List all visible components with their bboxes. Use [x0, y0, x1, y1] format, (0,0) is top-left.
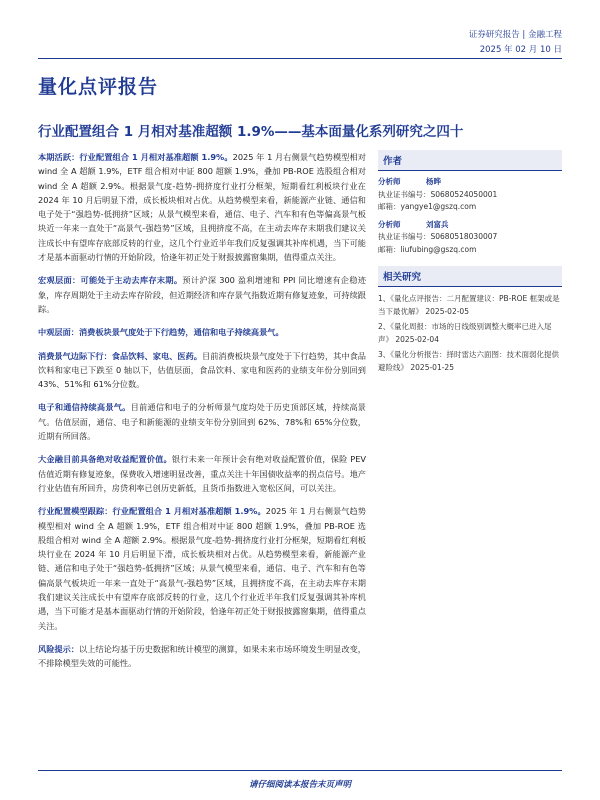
section-label: 风险提示：: [38, 643, 79, 654]
analyst-email[interactable]: liufubing@gszq.com: [400, 244, 477, 254]
analyst-name: 刘富兵: [426, 219, 449, 229]
cert-label: 执业证书编号：: [378, 189, 431, 199]
section-text: 预计沪深 300 盈利增速和 PPI 同比增速有企稳迹象，库存周期处于主动去库存阶段，但近期经济和库存景气指数近期有修复迹象，可持续跟踪。: [38, 275, 366, 314]
section-label: 电子和通信持续高景气。: [38, 402, 131, 413]
section-text: 银行未来一年预计会有绝对收益配置价值，保险 PEV 估值近期有修复迹象，保费收入增速明显改善，重点关注十年国债收益率的拐点信号。地产行业估值有所回升，房贷利率已创历史新低，且货币指数进入宽松区间，可以关注。: [38, 454, 366, 493]
page-title: 行业配置组合 1 月相对基准超额 1.9%——基本面量化系列研究之四十: [38, 124, 464, 140]
summary-section: [38, 325, 366, 339]
analyst-card: [378, 219, 562, 257]
related-item[interactable]: 2、《量化周报：市场的日线级别调整大概率已进入尾声》 2025-02-04: [378, 322, 552, 344]
sidebar: [378, 150, 562, 376]
section-text: 目前通信和电子的分析师景气度均处于历史顶部区域，持续高景气。估值层面，通信、电子和新能源的业绩支年份分别回到 62%、78%和 65%分位数，近期有所回落。: [38, 402, 366, 442]
section-label-tail: 行业配置组合 1 月相对基准超额 1.9%。: [112, 506, 266, 517]
summary-section: [38, 349, 366, 392]
related-item[interactable]: 3、《量化分析报告：择时雷达六面图：技术面弱化提供避险线》 2025-01-25: [378, 350, 560, 372]
section-label-tail: 行业配置组合 1 月相对基准超额 1.9%。: [79, 152, 233, 162]
email-label: 邮箱：: [378, 202, 401, 211]
related-title: 相关研究: [378, 266, 562, 287]
section-label: 大金融目前具备绝对收益配置价值。: [38, 454, 172, 465]
report-type: 证券研究报告: [468, 30, 520, 40]
report-header: 证券研究报告 | 金融工程 2025 年 02 月 10 日: [468, 30, 562, 55]
footer-disclaimer: 请仔细阅读本报告末页声明: [248, 780, 351, 790]
report-date: 2025 年 02 月 10 日: [479, 45, 562, 55]
doc-type: 量化点评报告: [38, 76, 159, 98]
section-label: 宏观层面：: [38, 275, 81, 286]
section-label: 行业配置模型跟踪：: [38, 506, 113, 517]
section-label-tail: 消费板块景气度处于下行趋势，通信和电子持续高景气。: [78, 327, 284, 338]
summary-section: [38, 400, 366, 443]
section-label-tail: 食品饮料、家电、医药。: [111, 350, 202, 361]
section-text: 以上结论均基于历史数据和统计模型的测算，如果未来市场环境发生明显改变，不排除模型失效的可能性。: [38, 643, 366, 669]
report-section: 金融工程: [527, 30, 562, 40]
section-label: 中观层面：: [38, 327, 79, 338]
summary-section: [38, 504, 366, 633]
section-label: 消费景气边际下行：: [38, 350, 112, 361]
footer-divider: [38, 770, 562, 771]
analyst-email[interactable]: yangye1@gszq.com: [400, 202, 477, 211]
analyst-name: 杨晔: [426, 177, 441, 186]
cert-number: S0680524050001: [430, 189, 498, 199]
summary-section: [38, 452, 366, 495]
analyst-card: [378, 176, 562, 214]
authors-title: 作者: [378, 150, 562, 171]
header-divider: [38, 58, 562, 59]
analyst-role: 分析师: [378, 177, 401, 186]
summary-section: [38, 273, 366, 316]
section-text: 2025 年 1 月右侧景气趋势模型相对 wind 全 A 超额 1.9%，ETF 组合相对中证 800 超额 1.9%，叠加 PB-ROE 选股组合相对 wind 全 A 超额 2.9%。根据景气度-趋势-拥挤度行业打分框架，短期看红利板块行业在 2024 年 10 月后明显下滑，成长板块相对占优。从趋势模型来看，新能源产业链、通信和电子处于“强趋势-低拥挤”区域；从景气模型来看，通信、电子、汽车和有色等偏高景气板块近一年来一直处于“高景气-强趋势”区域，且拥挤度不高，在主动去库存末期我们建议关注成长中有望库存底部反转的行业，这几个行业近半年我们反复强调其补库机遇，当下可能才是基本面驱动行情的开始阶段，恰逢年初正处于财报披露窗集期，值得重点关注。: [38, 152, 366, 263]
section-label: 本期活跃：: [38, 152, 80, 162]
analyst-role: 分析师: [378, 219, 401, 229]
summary-section: [38, 150, 366, 264]
cert-number: S0680518030007: [430, 232, 498, 241]
risk-section: [38, 642, 366, 671]
related-list: [378, 292, 562, 374]
related-item[interactable]: 1、《量化点评报告：二月配置建议：PB-ROE 框架或是当下最优解》 2025-02-05: [378, 294, 560, 316]
section-text: 目前消费板块景气度处于下行趋势，其中食品饮料和家电已下跌至 0 轴以下，估值层面，食品饮料、家电和医药的业绩支年份分别回到 43%、51%和 61%分位数。: [38, 350, 366, 390]
section-label-tail: 可能处于主动去库存末期。: [80, 275, 183, 286]
cert-label: 执业证书编号：: [378, 232, 431, 241]
section-text: 2025 年 1 月右侧景气趋势模型相对 wind 全 A 超额 1.9%，ETF 组合相对中证 800 超额 1.9%，叠加 PB-ROE 选股组合相对 wind 全 A 超额 2.9%。根据景气度-趋势-拥挤度行业打分框架，短期看红利板块行业在 2024 年 10 月后明显下滑，成长板块相对占优。从趋势模型来看，新能源产业链、通信和电子处于“强趋势-低拥挤”区域；从景气模型来看，通信、电子、汽车和有色等偏高景气板块近一年来一直处于“高景气-强趋势”区域，且拥挤度不高，在主动去库存末期我们建议关注成长中有望库存底部反转的行业，这几个行业近半年我们反复强调其补库机遇，当下可能才是基本面驱动行情的开始阶段，恰逢年初正处于财报披露窗集期，值得重点关注。: [38, 506, 366, 631]
summary-column: [38, 150, 366, 680]
email-label: 邮箱：: [378, 244, 401, 254]
